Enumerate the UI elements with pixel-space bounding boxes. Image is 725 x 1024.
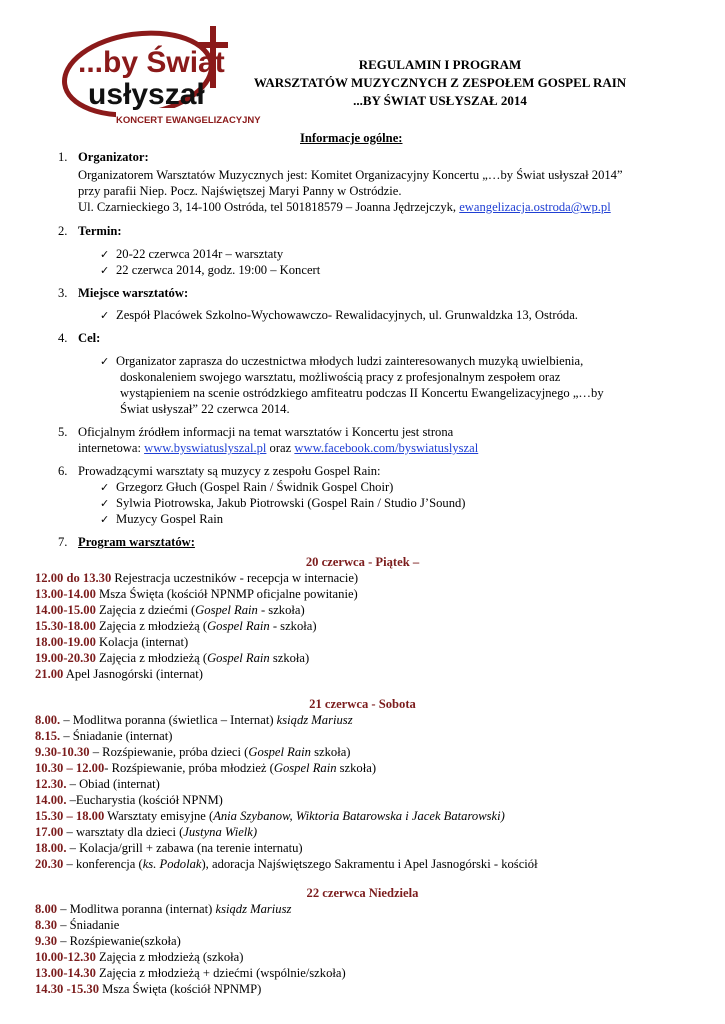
day-2-heading: 21 czerwca - Sobota bbox=[309, 697, 416, 711]
row-italic: Ania Szybanow, Wiktoria Batarowska i Jacek Batarowski) bbox=[213, 809, 505, 823]
row-time: 10.00-12.30 bbox=[35, 950, 96, 964]
row-italic: Gospel Rain bbox=[195, 603, 258, 617]
row-text: – Rozśpiewanie(szkoła) bbox=[57, 934, 181, 948]
section-5-line1: Oficjalnym źródłem informacji na temat warsztatów i Koncertu jest strona bbox=[78, 425, 454, 439]
section-7-number: 7. bbox=[58, 535, 68, 549]
section-5-mid: oraz bbox=[266, 441, 295, 455]
schedule-row bbox=[35, 571, 358, 587]
row-time: 17.00 bbox=[35, 825, 64, 839]
schedule-row bbox=[35, 729, 172, 745]
info-heading: Informacje ogólne: bbox=[300, 131, 403, 145]
row-text: - Rozśpiewanie, próba młodzież ( bbox=[104, 761, 274, 775]
section-4-line4: Świat usłyszał” 22 czerwca 2014. bbox=[120, 402, 290, 416]
row-text: Apel Jasnogórski (internat) bbox=[63, 667, 203, 681]
row-tail: - szkoła) bbox=[257, 603, 305, 617]
row-text: – Obiad (internat) bbox=[66, 777, 160, 791]
logo-tagline: KONCERT EWANGELIZACYJNY bbox=[116, 115, 261, 126]
section-2-item-text: 20-22 czerwca 2014r – warsztaty bbox=[116, 247, 284, 261]
row-italic: Gospel Rain bbox=[248, 745, 311, 759]
row-time: 8.00 bbox=[35, 902, 58, 916]
row-time: 14.00-15.00 bbox=[35, 603, 96, 617]
row-text: Zajęcia z młodzieżą ( bbox=[95, 619, 208, 633]
day-1-heading: 20 czerwca - Piątek – bbox=[305, 555, 420, 569]
section-6-item bbox=[100, 512, 223, 528]
document-title bbox=[230, 56, 650, 110]
schedule-row bbox=[35, 934, 181, 950]
row-tail: szkoła) bbox=[269, 651, 310, 665]
row-italic: ksiądz Mariusz bbox=[215, 902, 292, 916]
schedule-row bbox=[35, 902, 291, 918]
section-2-number: 2. bbox=[58, 224, 68, 238]
section-6-item-text: Grzegorz Głuch (Gospel Rain / Świdnik Gospel Choir) bbox=[116, 480, 394, 494]
section-4-number: 4. bbox=[58, 331, 68, 345]
section-3-item-text: Zespół Placówek Szkolno-Wychowawczo- Rewalidacyjnych, ul. Grunwaldzka 13, Ostróda. bbox=[116, 308, 578, 322]
section-1-line1: Organizatorem Warsztatów Muzycznych jest: Komitet Organizacyjny Koncertu „…by Świat usłyszał 2014” bbox=[78, 168, 623, 182]
row-text: Msza Święta (kościół NPNMP) bbox=[99, 982, 262, 996]
schedule-row bbox=[35, 713, 353, 729]
section-6-item bbox=[100, 480, 393, 496]
row-time: 15.30-18.00 bbox=[35, 619, 96, 633]
schedule-row bbox=[35, 982, 261, 998]
section-1-address: Ul. Czarnieckiego 3, 14-100 Ostróda, tel 501818579 – Joanna Jędrzejczyk, bbox=[78, 200, 460, 214]
row-italic: Justyna Wielk) bbox=[183, 825, 258, 839]
row-time: 20.30 bbox=[35, 857, 64, 871]
section-4-line1 bbox=[100, 354, 583, 370]
section-2-item bbox=[100, 247, 283, 263]
row-time: 10.30 – 12.00 bbox=[35, 761, 105, 775]
row-time: 8.30 bbox=[35, 918, 58, 932]
section-4-line3: wystąpieniem na scenie ostródzkiego amfiteatru podczas II Koncertu Ewangelizacyjnego „…by bbox=[120, 386, 604, 400]
section-7-heading: Program warsztatów: bbox=[78, 535, 195, 549]
logo-line1: ...by Świat bbox=[78, 46, 225, 79]
schedule-row bbox=[35, 603, 305, 619]
row-text: – Śniadanie (internat) bbox=[60, 729, 173, 743]
checkmark-icon: ✓ bbox=[100, 481, 110, 494]
title-line2: WARSZTATÓW MUZYCZNYCH Z ZESPOŁEM GOSPEL RAIN bbox=[253, 75, 627, 90]
section-1-heading: Organizator: bbox=[78, 150, 149, 164]
row-time: 14.00. bbox=[35, 793, 67, 807]
section-5-prefix: internetowa: bbox=[78, 441, 145, 455]
row-italic: Gospel Rain bbox=[207, 619, 270, 633]
logo-line2: usłyszał bbox=[88, 78, 205, 111]
section-5-line2 bbox=[78, 441, 478, 457]
row-text: Zajęcia z młodzieżą (szkoła) bbox=[95, 950, 244, 964]
section-4-line2: doskonaleniem swojego warsztatu, możliwością pracy z profesjonalnym zespołem oraz bbox=[120, 370, 561, 384]
row-tail: ), adoracja Najświętszego Sakramentu i Apel Jasnogórski - kościół bbox=[201, 857, 538, 871]
section-4-line1-text: Organizator zaprasza do uczestnictwa młodych ludzi zainteresowanych muzyką uwielbienia, bbox=[116, 354, 584, 368]
section-1-line2: przy parafii Niep. Pocz. Najświętszej Maryi Panny w Ostródzie. bbox=[78, 184, 402, 198]
row-italic: Gospel Rain bbox=[207, 651, 270, 665]
website-link[interactable]: www.byswiatuslyszal.pl bbox=[144, 441, 267, 455]
schedule-row bbox=[35, 667, 203, 683]
row-italic: ks. Podolak bbox=[142, 857, 202, 871]
row-time: 9.30-10.30 bbox=[35, 745, 90, 759]
row-text: – Kolacja/grill + zabawa (na terenie internatu) bbox=[66, 841, 303, 855]
logo-graphic bbox=[60, 22, 261, 134]
section-4-heading: Cel: bbox=[78, 331, 101, 345]
row-time: 13.00-14.30 bbox=[35, 966, 96, 980]
row-time: 12.30. bbox=[35, 777, 67, 791]
checkmark-icon: ✓ bbox=[100, 248, 110, 261]
row-time: 18.00. bbox=[35, 841, 67, 855]
row-time: 8.00. bbox=[35, 713, 61, 727]
section-3-item bbox=[100, 308, 578, 324]
section-1-number: 1. bbox=[58, 150, 68, 164]
section-6-item bbox=[100, 496, 465, 512]
row-time: 13.00-14.00 bbox=[35, 587, 96, 601]
row-text: Kolacja (internat) bbox=[95, 635, 189, 649]
row-time: 21.00 bbox=[35, 667, 64, 681]
section-2-item bbox=[100, 263, 320, 279]
row-text: – Modlitwa poranna (internat) bbox=[57, 902, 216, 916]
schedule-row bbox=[35, 587, 358, 603]
row-italic: ksiądz Mariusz bbox=[276, 713, 353, 727]
section-6-item-text: Muzycy Gospel Rain bbox=[116, 512, 224, 526]
row-text: – Modlitwa poranna (świetlica – Internat) bbox=[60, 713, 277, 727]
row-text: Msza Święta (kościół NPNMP oficjalne powitanie) bbox=[95, 587, 358, 601]
email-link[interactable]: ewangelizacja.ostroda@wp.pl bbox=[459, 200, 611, 214]
section-2-item-text: 22 czerwca 2014, godz. 19:00 – Koncert bbox=[116, 263, 321, 277]
schedule-row bbox=[35, 619, 317, 635]
schedule-row bbox=[35, 745, 350, 761]
section-6-number: 6. bbox=[58, 464, 68, 478]
schedule-row bbox=[35, 841, 303, 857]
row-tail: szkoła) bbox=[310, 745, 351, 759]
section-5-number: 5. bbox=[58, 425, 68, 439]
row-text: – konferencja ( bbox=[63, 857, 143, 871]
row-tail: szkoła) bbox=[336, 761, 377, 775]
row-time: 12.00 do 13.30 bbox=[35, 571, 112, 585]
row-time: 18.00-19.00 bbox=[35, 635, 96, 649]
checkmark-icon: ✓ bbox=[100, 264, 110, 277]
section-1-line3 bbox=[78, 200, 611, 216]
row-text: Rejestracja uczestników - recepcja w internacie) bbox=[111, 571, 359, 585]
section-3-number: 3. bbox=[58, 286, 68, 300]
row-text: Zajęcia z młodzieżą ( bbox=[95, 651, 208, 665]
schedule-row bbox=[35, 825, 257, 841]
day-3-heading: 22 czerwca Niedziela bbox=[306, 886, 419, 900]
row-italic: Gospel Rain bbox=[273, 761, 337, 775]
schedule-row bbox=[35, 857, 538, 873]
schedule-row bbox=[35, 809, 505, 825]
row-text: –Eucharystia (kościół NPNM) bbox=[66, 793, 223, 807]
schedule-row bbox=[35, 918, 119, 934]
row-text: – Rozśpiewanie, próba dzieci ( bbox=[89, 745, 249, 759]
facebook-link[interactable]: www.facebook.com/byswiatuslyszal bbox=[294, 441, 479, 455]
section-6-item-text: Sylwia Piotrowska, Jakub Piotrowski (Gospel Rain / Studio J’Sound) bbox=[116, 496, 466, 510]
schedule-row bbox=[35, 966, 346, 982]
schedule-row bbox=[35, 793, 223, 809]
row-text: – warsztaty dla dzieci ( bbox=[63, 825, 184, 839]
row-text: Zajęcia z dziećmi ( bbox=[95, 603, 196, 617]
row-text: Zajęcia z młodzieżą + dziećmi (wspólnie/szkoła) bbox=[95, 966, 346, 980]
row-tail: - szkoła) bbox=[269, 619, 317, 633]
row-time: 9.30 bbox=[35, 934, 58, 948]
row-time: 19.00-20.30 bbox=[35, 651, 96, 665]
row-time: 8.15. bbox=[35, 729, 61, 743]
row-time: 14.30 -15.30 bbox=[35, 982, 100, 996]
title-line1: REGULAMIN I PROGRAM bbox=[358, 57, 522, 72]
logo bbox=[60, 22, 261, 134]
checkmark-icon: ✓ bbox=[100, 309, 110, 322]
row-text: – Śniadanie bbox=[57, 918, 120, 932]
section-6-line1: Prowadzącymi warsztaty są muzycy z zespołu Gospel Rain: bbox=[78, 464, 381, 478]
section-3-heading: Miejsce warsztatów: bbox=[78, 286, 189, 300]
schedule-row bbox=[35, 651, 309, 667]
section-2-heading: Termin: bbox=[78, 224, 122, 238]
schedule-row bbox=[35, 761, 376, 777]
schedule-row bbox=[35, 777, 160, 793]
checkmark-icon: ✓ bbox=[100, 497, 110, 510]
checkmark-icon: ✓ bbox=[100, 355, 110, 368]
row-time: 15.30 – 18.00 bbox=[35, 809, 105, 823]
title-line3: ...BY ŚWIAT USŁYSZAŁ 2014 bbox=[353, 93, 527, 108]
checkmark-icon: ✓ bbox=[100, 513, 110, 526]
schedule-row bbox=[35, 950, 243, 966]
schedule-row bbox=[35, 635, 188, 651]
row-text: Warsztaty emisyjne ( bbox=[104, 809, 214, 823]
